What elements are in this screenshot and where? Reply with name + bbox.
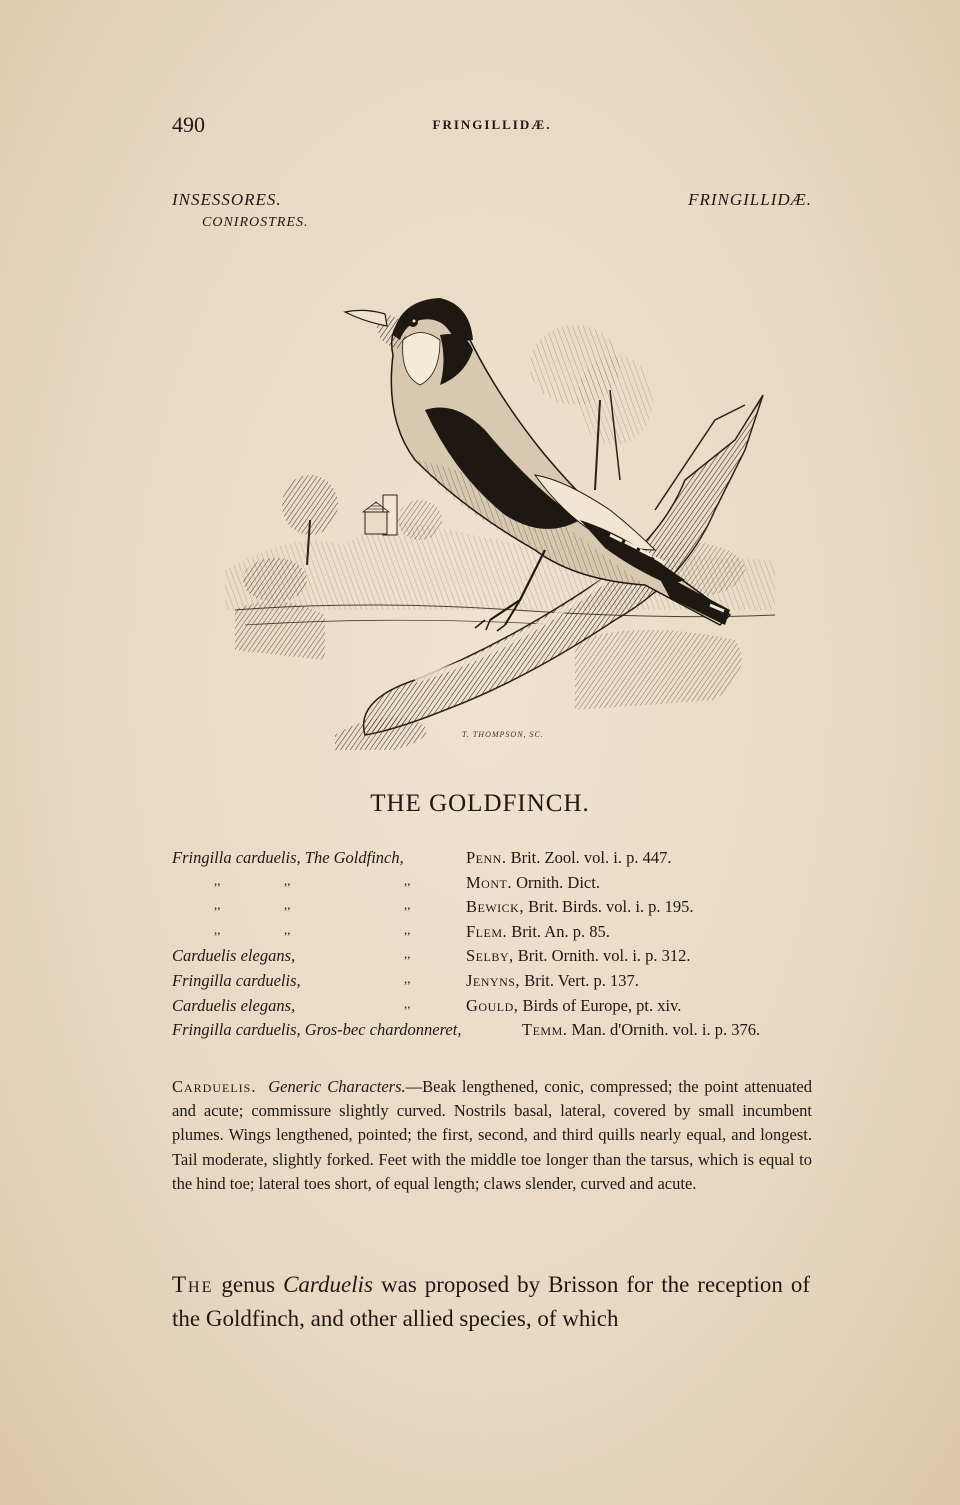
synonym-reference (466, 897, 694, 917)
synonymy-row (172, 848, 817, 873)
synonym-reference (466, 848, 671, 868)
synonymy-list (172, 848, 817, 1045)
body-paragraph (172, 1268, 810, 1336)
synonymy-row (172, 971, 817, 996)
synonym-author: Gould, (466, 995, 519, 1015)
synonym-common: The Goldfinch, (304, 848, 404, 867)
running-head (172, 112, 812, 140)
page-number: 490 (172, 112, 205, 137)
running-title: FRINGILLIDÆ. (432, 117, 552, 132)
synonymy-row (172, 922, 817, 947)
synonym-reference (466, 922, 610, 942)
classification (172, 190, 812, 240)
synonym-name: Carduelis elegans, (172, 995, 296, 1015)
synonym-author: Temm. (522, 1020, 568, 1040)
ditto-mark: ,, (214, 921, 221, 937)
synonym-author: Mont. (466, 872, 512, 892)
body-rest: was proposed by Brisson for the reception of the Goldfinch, and other allied species, of which (172, 1272, 811, 1331)
goldfinch-engraving (215, 280, 785, 750)
foreground-tuft (335, 717, 426, 750)
family-label: FRINGILLIDÆ. (688, 190, 812, 209)
genus-lead-in: Carduelis. (172, 1076, 257, 1096)
synonym-name: Carduelis elegans, (172, 946, 296, 966)
synonym-author: Penn. (466, 848, 507, 867)
ditto-mark: ,, (404, 995, 411, 1011)
synonym-name (172, 848, 404, 868)
synonym-name: Fringilla carduelis, Gros-bec chardonneret, (172, 1020, 462, 1040)
synonym-ref-text: Brit. Vert. p. 137. (524, 970, 639, 990)
synonym-genus: Fringilla carduelis, (172, 848, 301, 867)
synonymy-row (172, 1020, 817, 1045)
generic-text: —Beak lengthened, conic, compressed; the point attenuated and acute; commissure slightly curved. Nostrils basal, lateral, covered by small incumbent plumes. Wings lengthened, pointed; the first, second, and third quills nearly equal, and longest. Tail moderate, slightly forked. Feet with the middle toe longer than the tarsus, which is equal to the hind toe; lateral toes short, of equal length; claws slender, curved and acute. (172, 1076, 812, 1194)
ditto-mark: ,, (404, 921, 411, 937)
ditto-mark: ,, (284, 897, 291, 913)
order-label: INSESSORES. (172, 190, 282, 209)
ditto-mark: ,, (214, 897, 221, 913)
ditto-mark: ,, (214, 872, 221, 888)
engraver-credit: T. THOMPSON, SC. (462, 730, 544, 739)
dropcap-word: The (172, 1272, 214, 1297)
synonym-reference (466, 873, 600, 893)
ditto-mark: ,, (284, 872, 291, 888)
synonym-ref-text: Brit. An. p. 85. (511, 921, 610, 941)
genus-italic: Carduelis (283, 1272, 373, 1297)
synonym-author: Jenyns, (466, 970, 521, 990)
synonym-ref-text: Man. d'Ornith. vol. i. p. 376. (571, 1020, 761, 1040)
species-title: THE GOLDFINCH. (370, 790, 590, 817)
ditto-mark: ,, (404, 897, 411, 913)
synonym-author: Selby, (466, 946, 514, 966)
synonym-ref-text: Birds of Europe, pt. xiv. (522, 995, 682, 1015)
synonym-author: Bewick, (466, 897, 524, 917)
synonym-ref-text: Brit. Birds. vol. i. p. 195. (528, 897, 694, 917)
synonymy-row (172, 946, 817, 971)
synonymy-row (172, 873, 817, 898)
synonym-ref-text: Brit. Zool. vol. i. p. 447. (510, 848, 672, 867)
ditto-mark: ,, (404, 970, 411, 986)
synonymy-row (172, 897, 817, 922)
suborder-label: CONIROSTRES. (202, 215, 309, 230)
generic-label: Generic Characters. (268, 1076, 406, 1096)
synonym-reference (466, 996, 681, 1016)
ditto-mark: ,, (404, 872, 411, 888)
synonym-author: Flem. (466, 921, 508, 941)
synonym-name: Fringilla carduelis, (172, 970, 301, 990)
synonym-reference (466, 971, 639, 991)
synonym-reference (522, 1020, 760, 1040)
synonymy-row (172, 996, 817, 1021)
generic-characters (172, 1075, 812, 1197)
ditto-mark: ,, (404, 946, 411, 962)
synonym-ref-text: Ornith. Dict. (516, 872, 600, 892)
ditto-mark: ,, (284, 921, 291, 937)
body-pre: genus (221, 1272, 276, 1297)
synonym-reference (466, 946, 691, 966)
synonym-ref-text: Brit. Ornith. vol. i. p. 312. (517, 946, 691, 966)
